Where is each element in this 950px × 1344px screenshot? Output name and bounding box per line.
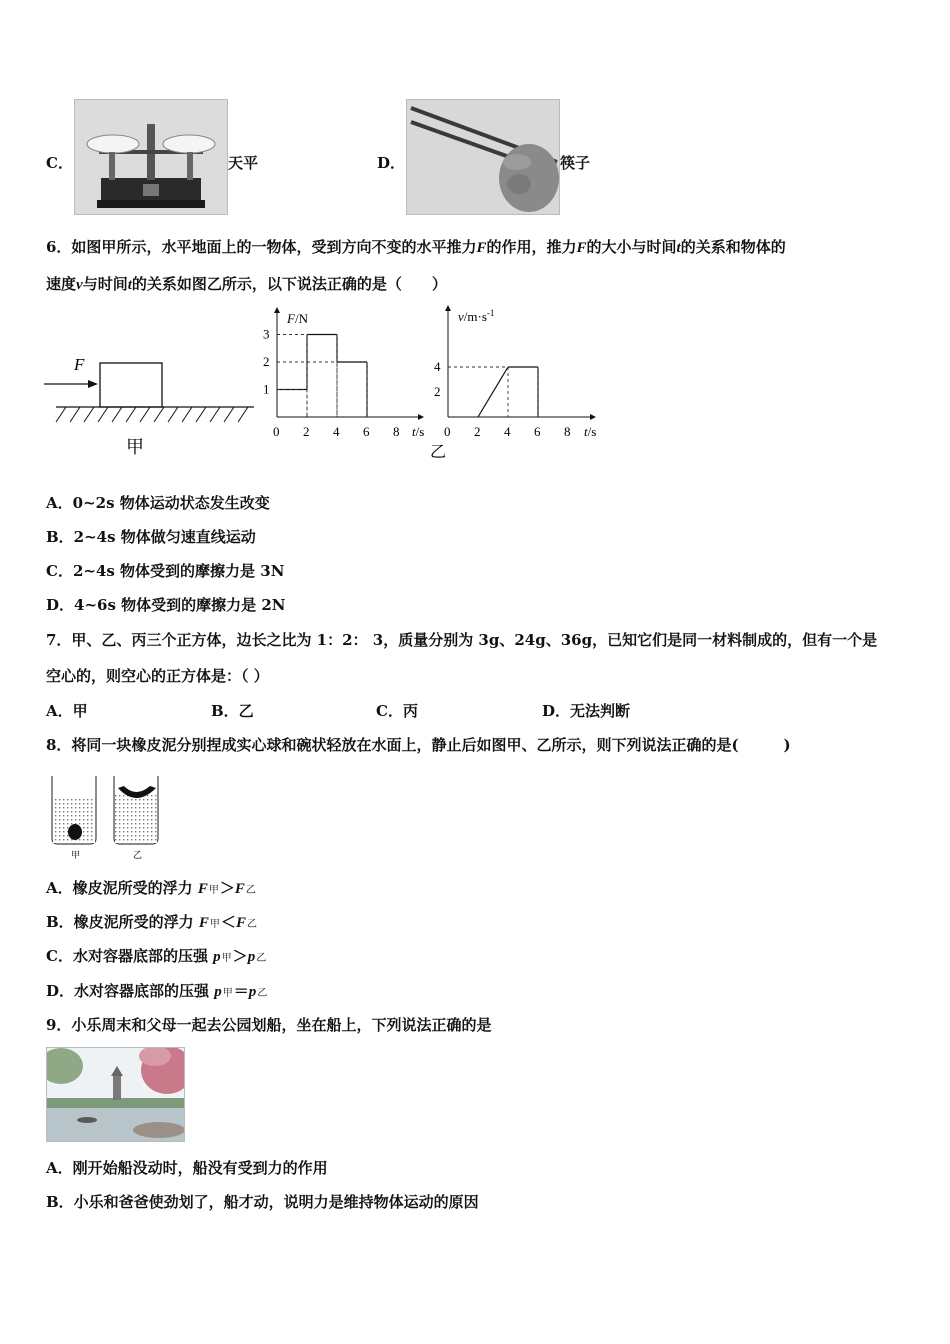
y-axis-arrow bbox=[445, 305, 451, 311]
q8-option-d[interactable]: D．水对容器底部的压强 p甲＝p乙 bbox=[46, 982, 268, 1000]
x-tick-label: 4 bbox=[333, 424, 340, 439]
q8-option-c[interactable]: C．水对容器底部的压强 p甲＞p乙 bbox=[46, 947, 267, 965]
x-axis-label: t/s bbox=[584, 424, 597, 439]
force-arrow-head bbox=[88, 380, 98, 388]
x-tick-label: 4 bbox=[504, 424, 511, 439]
figure-jia-label: 甲 bbox=[126, 437, 144, 457]
series-segment bbox=[478, 367, 508, 417]
y-tick-label: 4 bbox=[434, 359, 441, 374]
q6-option-c[interactable]: C．2~4s 物体受到的摩擦力是 3N bbox=[46, 562, 285, 580]
q8-stem: 8．将同一块橡皮泥分别捏成实心球和碗状轻放在水面上，静止后如图甲、乙所示，则下列说法正确的是( ) bbox=[46, 736, 791, 754]
q7-option-a[interactable]: A．甲 bbox=[46, 702, 88, 720]
q6-option-b[interactable]: B．2~4s 物体做匀速直线运动 bbox=[46, 528, 256, 546]
y-axis-arrow bbox=[274, 307, 280, 313]
y-axis-label: F/N bbox=[287, 311, 308, 326]
chopsticks-photo bbox=[406, 99, 560, 215]
figure-jia bbox=[40, 350, 265, 460]
option-d-letter: D． bbox=[377, 154, 406, 172]
option-c-letter: C． bbox=[46, 154, 73, 172]
q7-option-b[interactable]: B．乙 bbox=[211, 702, 254, 720]
y-axis-label: $v/m\cdot s^{-1}$ bbox=[458, 308, 495, 324]
figure-yi-graphs bbox=[260, 305, 620, 465]
x-tick-label: 6 bbox=[363, 424, 370, 439]
x-axis-label: t/s bbox=[412, 424, 425, 439]
option-d-caption: 筷子 bbox=[560, 154, 591, 172]
x-tick-label: 0 bbox=[273, 424, 280, 439]
q8-option-b[interactable]: B．橡皮泥所受的浮力 F甲＜F乙 bbox=[46, 913, 257, 931]
q9-option-a[interactable]: A．刚开始船没动时，船没有受到力的作用 bbox=[46, 1159, 328, 1177]
q7-stem-line2: 空心的，则空心的正方体是：（ ） bbox=[46, 667, 269, 685]
y-tick-label: 3 bbox=[263, 326, 270, 342]
clay-ball bbox=[68, 824, 82, 840]
q7-stem-line1: 7．甲、乙、丙三个正方体，边长之比为 1：2： 3，质量分别为 3g、24g、36g，已知它们是同一材料制成的，但有一个是 bbox=[46, 631, 878, 649]
ground-hatch bbox=[56, 407, 248, 422]
y-tick-label: 2 bbox=[434, 384, 441, 399]
q6-stem-line1: 6．如图甲所示，水平地面上的一物体，受到方向不变的水平推力F的作用，推力F的大小与时间t的关系和物体的 bbox=[46, 238, 786, 256]
x-tick-label: 8 bbox=[564, 424, 571, 439]
q6-stem-line2: 速度v与时间t的关系如图乙所示，以下说法正确的是（ ） bbox=[46, 275, 447, 293]
x-axis-arrow bbox=[418, 414, 424, 420]
q9-stem: 9．小乐周末和父母一起去公园划船，坐在船上，下列说法正确的是 bbox=[46, 1016, 492, 1034]
x-tick-label: 2 bbox=[474, 424, 481, 439]
x-axis-arrow bbox=[590, 414, 596, 420]
force-label: F bbox=[74, 355, 85, 374]
figure-yi-label: 乙 bbox=[430, 444, 447, 461]
water-yi bbox=[115, 794, 157, 843]
beaker-yi-label: 乙 bbox=[133, 850, 143, 860]
x-tick-label: 0 bbox=[444, 424, 451, 439]
force-time-chart bbox=[263, 307, 424, 439]
q7-option-c[interactable]: C．丙 bbox=[376, 702, 418, 720]
velocity-time-chart bbox=[434, 305, 596, 439]
q9-option-b[interactable]: B．小乐和爸爸使劲划了，船才动，说明力是维持物体运动的原因 bbox=[46, 1193, 479, 1211]
q8-beakers-figure bbox=[46, 774, 176, 862]
x-tick-label: 6 bbox=[534, 424, 541, 439]
q6-option-a[interactable]: A．0~2s 物体运动状态发生改变 bbox=[46, 494, 270, 512]
q8-option-a[interactable]: A．橡皮泥所受的浮力 F甲＞F乙 bbox=[46, 879, 256, 897]
y-tick-label: 1 bbox=[263, 381, 270, 397]
block bbox=[100, 363, 162, 407]
beaker-jia-label: 甲 bbox=[71, 850, 81, 860]
x-tick-label: 8 bbox=[393, 424, 400, 439]
q6-option-d[interactable]: D．4~6s 物体受到的摩擦力是 2N bbox=[46, 596, 286, 614]
x-tick-label: 2 bbox=[303, 424, 310, 439]
y-tick-label: 2 bbox=[263, 354, 270, 369]
balance-scale-photo bbox=[74, 99, 228, 215]
q7-option-d[interactable]: D．无法判断 bbox=[542, 702, 631, 720]
park-boating-photo bbox=[46, 1047, 185, 1142]
option-c-caption: 天平 bbox=[228, 154, 259, 172]
